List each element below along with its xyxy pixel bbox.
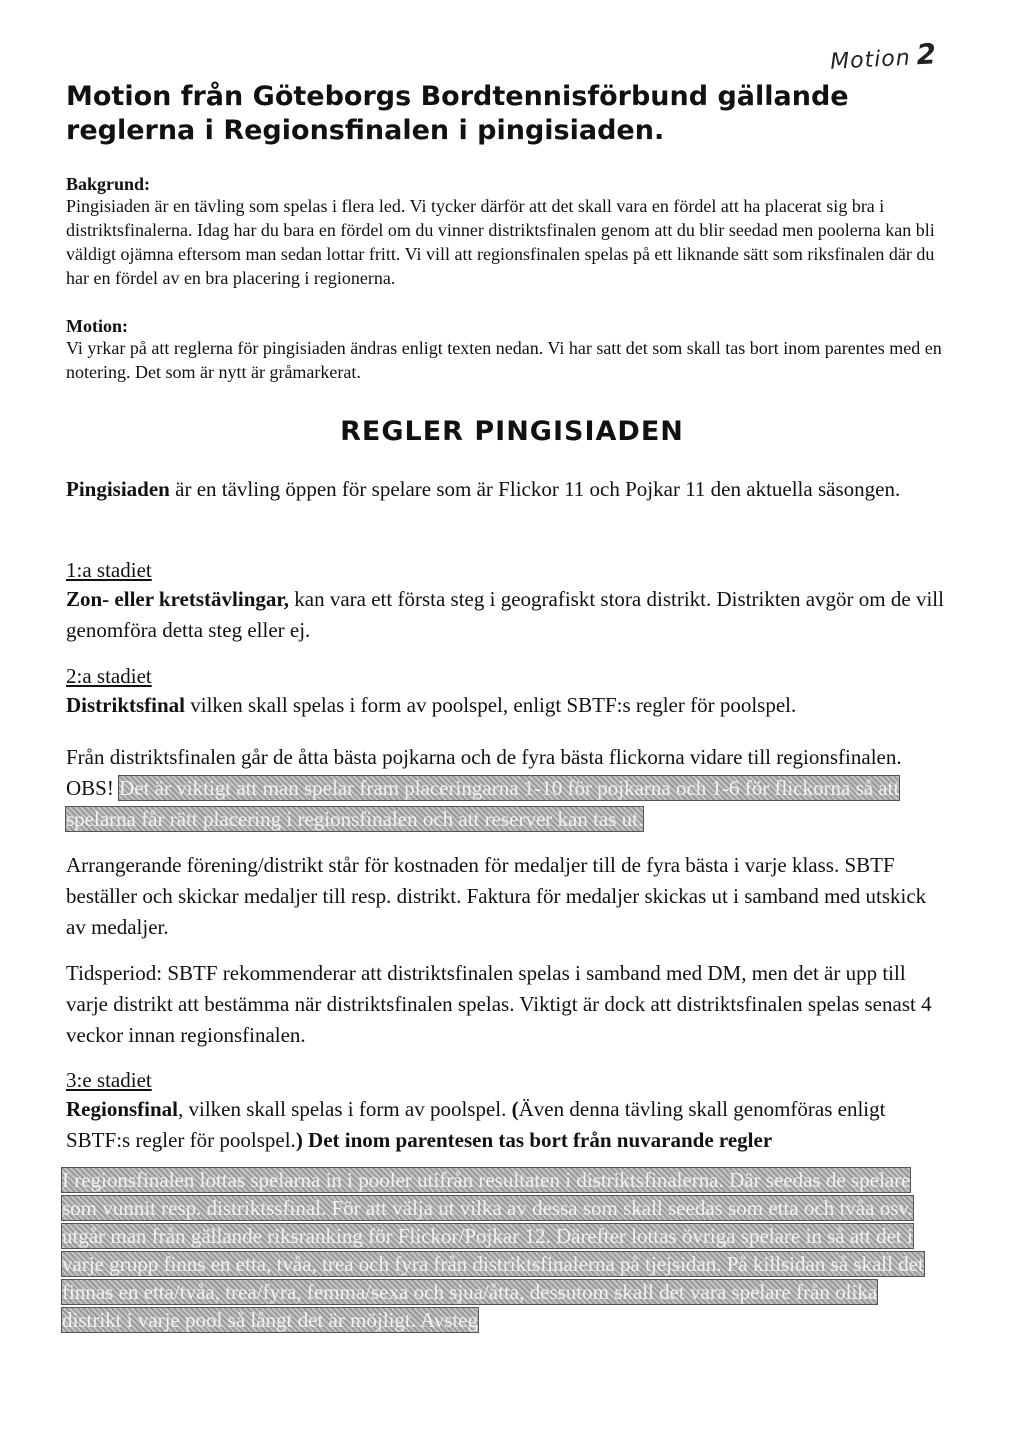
stage1-paragraph <box>66 584 946 646</box>
motion-text: Vi yrkar på att reglerna för pingisiaden ändras enligt texten nedan. Vi har satt det som skall tas bort inom parentes med en notering. Det som är nytt är gråmarkerat. <box>66 338 942 382</box>
stage2-period-paragraph: Tidsperiod: SBTF rekommenderar att distriktsfinalen spelas i samband med DM, men det är upp till varje distrikt att bestämma när distriktsfinalen spelas. Viktigt är dock att distriktsfinalen spelas senast 4 veckor innan regionsfinalen. <box>66 961 932 1047</box>
stage1-label: 1:a stadiet <box>66 558 152 582</box>
stage3-label: 3:e stadiet <box>66 1068 152 1092</box>
intro-paragraph <box>66 474 946 505</box>
stage1-text: kan vara ett första steg i geografiskt stora distrikt. Distrikten avgör om de vill genomföra detta steg eller ej. <box>66 587 944 642</box>
document-title: Motion från Göteborgs Bordtennisförbund gällande reglerna i Regionsfinalen i pingisiaden. <box>66 81 849 146</box>
handwritten-number: 2 <box>915 37 938 72</box>
stage1-bold: Zon- eller kretstävlingar, <box>66 587 290 611</box>
stage3-bold: Regionsfinal <box>66 1097 179 1121</box>
intro-bold: Pingisiaden <box>66 477 170 501</box>
stage2-paragraph <box>66 690 946 721</box>
motion-heading: Motion: <box>66 316 128 336</box>
stage3-paren-text: Även denna tävling skall genomföras enligt SBTF:s regler för poolspel. <box>66 1097 886 1152</box>
background-heading: Bakgrund: <box>66 174 151 194</box>
stage3-paren-close: ) Det inom parentesen tas bort från nuvarande regler <box>295 1128 773 1152</box>
stage3-paren-open: ( <box>511 1097 519 1121</box>
stage3-paragraph <box>66 1094 946 1156</box>
background-text: Pingisiaden är en tävling som spelas i flera led. Vi tycker därför att det skall vara en fördel att ha placerat sig bra i distriktsfinalerna. Idag har du bara en fördel om du vinner distriktsfinalen genom att du blir seedad men poolerna kan bli väldigt ojämna eftersom man sedan lottar fritt. Vi vill att regionsfinalen spelas på ett liknande sätt som riksfinalen där du har en fördel av en bra placering i regionerna. <box>66 196 935 288</box>
stage2-advance-grey: Det är viktigt att man spelar fram placeringarna 1-10 för pojkarna och 1-6 för flickorna så att spelarna får rätt placering i regionsfinalen och att reserver kan tas ut. <box>66 776 900 831</box>
stage2-advance-paragraph <box>66 742 946 835</box>
stage2-text: vilken skall spelas i form av poolspel, enligt SBTF:s regler för poolspel. <box>185 693 797 717</box>
stage2-advance-text: Från distriktsfinalen går de åtta bästa pojkarna och de fyra bästa flickorna vidare till regionsfinalen. OBS! <box>66 745 902 800</box>
stage2-bold: Distriktsfinal <box>66 693 186 717</box>
rules-heading: REGLER PINGISIADEN <box>340 416 684 447</box>
stage3-text: , vilken skall spelas i form av poolspel. <box>178 1097 512 1121</box>
stage2-cost-paragraph: Arrangerande förening/distrikt står för kostnaden för medaljer till de fyra bästa i varje klass. SBTF beställer och skickar medaljer till resp. distrikt. Faktura för medaljer skickas ut i samband med utskick av medaljer. <box>66 853 927 939</box>
stage3-grey-text: I regionsfinalen lottas spelarna in i pooler utifrån resultaten i distriktsfinalerna. Där seedas de spelare som vunnit resp. distriktssfinal. För att välja ut vilka av dessa som skall seedas som etta och tvåa osv. utgår man från gällande riksranking för Flickor/Pojkar 12. Därefter lottas övriga spelare in så att det i varje grupp finns en etta, tvåa, trea och fyra från distriktsfinalerna på tjejsidan. På killsidan så skall det finnas en etta/tvåa, trea/fyra, femma/sexa och sjua/åtta, dessutom skall det vara spelare från olika distrikt i varje pool så långt det är möjligt. Avsteg <box>62 1168 924 1332</box>
handwritten-note: Motion 2 <box>829 37 938 75</box>
stage3-grey-block <box>62 1166 932 1334</box>
intro-text: är en tävling öppen för spelare som är Flickor 11 och Pojkar 11 den aktuella säsongen. <box>169 477 901 501</box>
stage2-label: 2:a stadiet <box>66 664 152 688</box>
